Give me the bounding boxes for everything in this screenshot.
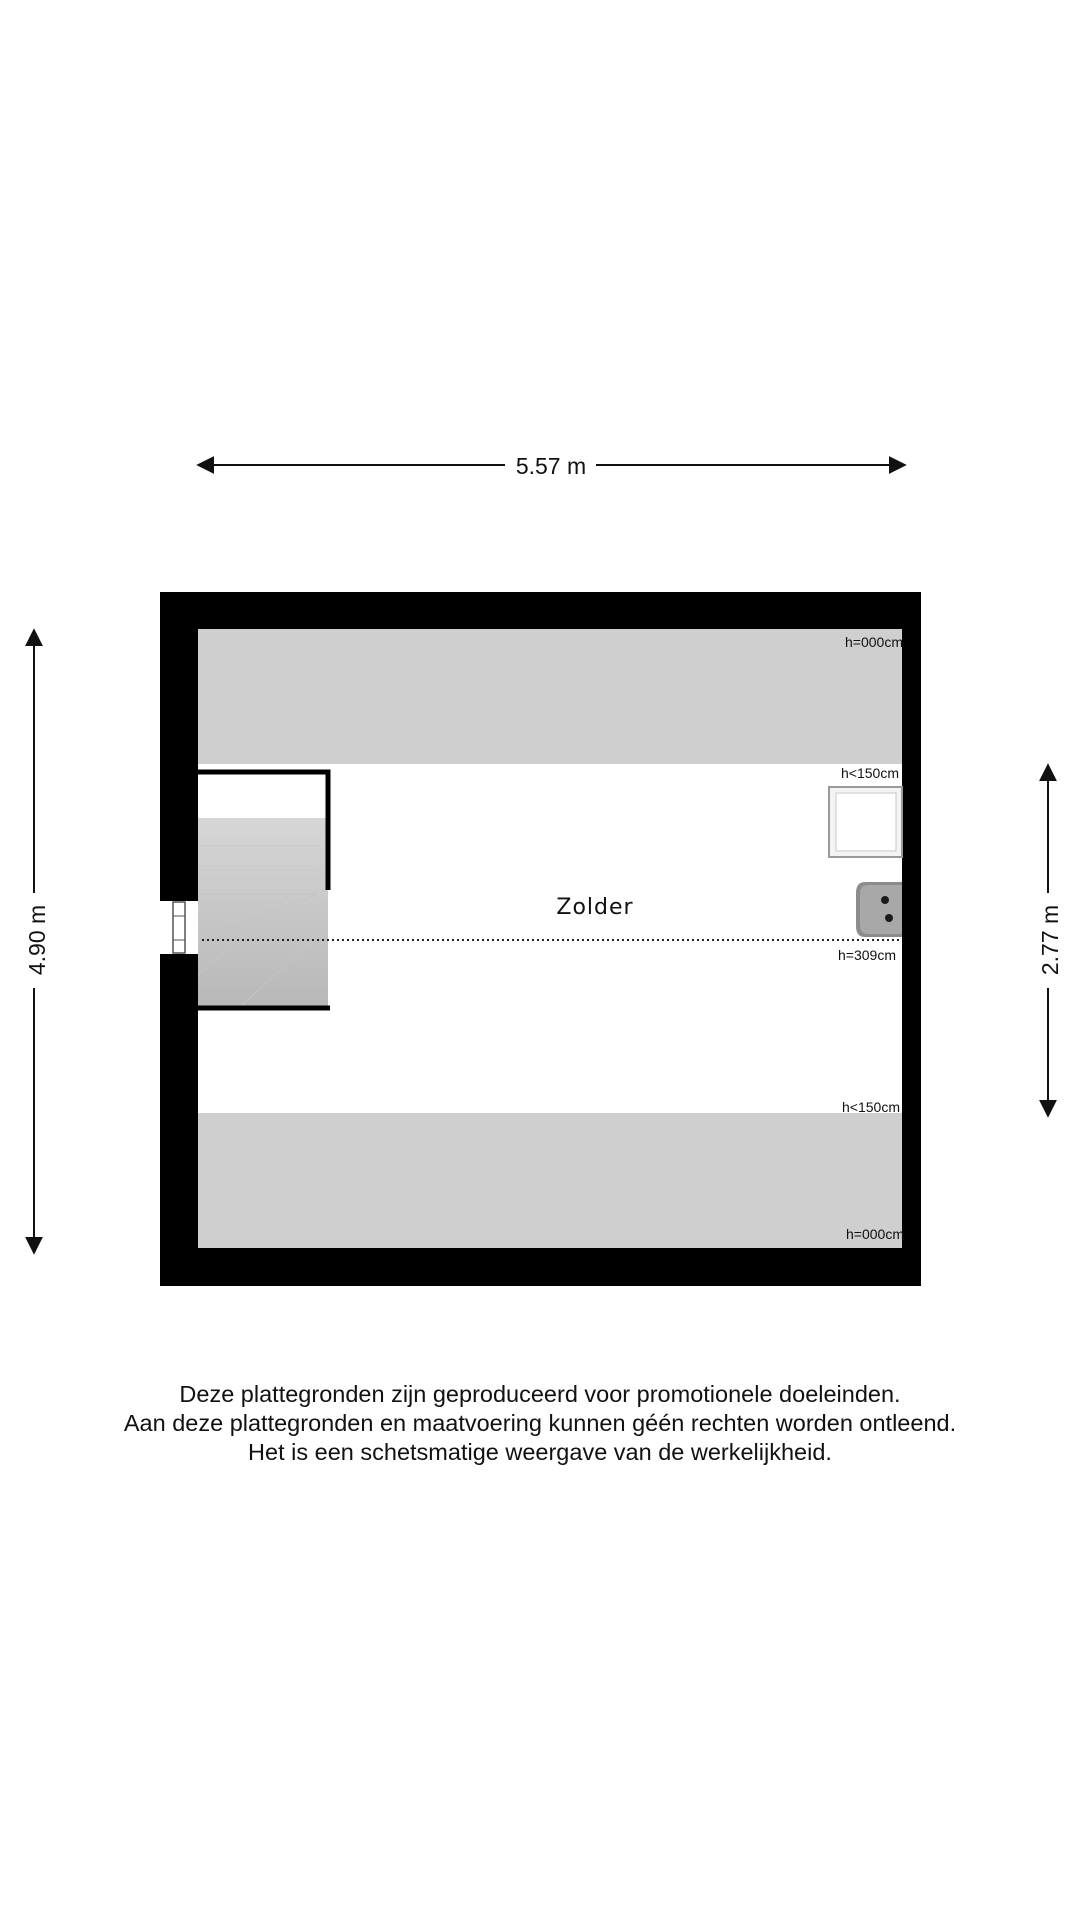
- height-label-bottom-knee: h<150cm: [842, 1099, 900, 1115]
- height-label-top-edge: h=000cm: [845, 634, 903, 650]
- width-dimension: [198, 453, 905, 479]
- disclaimer-line-1: Deze plattegronden zijn geproduceerd voor promotionele doeleinden.: [179, 1381, 901, 1407]
- width-dimension-label: 5.57 m: [515, 453, 587, 479]
- disclaimer-line-2: Aan deze plattegronden en maatvoering kunnen géén rechten worden ontleend.: [123, 1410, 957, 1436]
- height-label-top-knee: h<150cm: [841, 765, 899, 781]
- low-ceiling-zone-bottom: [198, 1113, 902, 1248]
- room-name: Zolder: [556, 895, 634, 920]
- appliance-unit: [829, 787, 902, 857]
- height-label-ridge: h=309cm: [838, 947, 896, 963]
- disclaimer-line-3: Het is een schetsmatige weergave van de werkelijkheid.: [248, 1439, 832, 1465]
- inner-dimension: [1037, 765, 1063, 1116]
- low-ceiling-zone-top: [198, 629, 902, 764]
- depth-dimension: [24, 630, 50, 1253]
- height-label-bottom-edge: h=000cm: [846, 1226, 904, 1242]
- window: [160, 901, 198, 954]
- depth-dimension-label: 4.90 m: [24, 904, 50, 976]
- inner-dimension-label: 2.77 m: [1037, 904, 1063, 976]
- stairwell: [198, 772, 330, 1008]
- disclaimer: [0, 1380, 1080, 1467]
- boiler: [856, 882, 902, 937]
